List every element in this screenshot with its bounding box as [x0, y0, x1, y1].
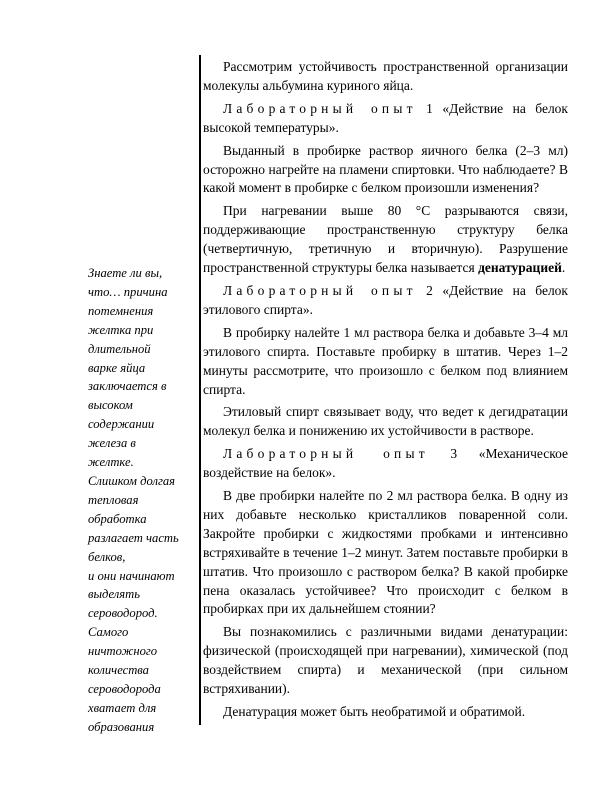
did-you-know-sidebar: [88, 264, 196, 737]
sidebar-line: железа в: [88, 436, 136, 451]
sidebar-line: сероводород.: [88, 606, 158, 621]
sidebar-line: варке яйца: [88, 360, 146, 375]
experiment-2-heading: [203, 282, 568, 320]
alcohol-explanation: Этиловый спирт связывает воду, что ведет к дегидратации молекул белка и понижению их устойчивости в растворе.: [203, 404, 568, 439]
reversibility-paragraph: Денатурация может быть необратимой и обратимой.: [223, 704, 526, 719]
denaturation-text: При нагревании выше 80 °С разрываются связи, поддерживающие пространственную структуру белка (четвертичную, третичную и вторичную). Разрушение пространственной структуры белка называется: [203, 203, 568, 276]
sidebar-line: количества: [88, 663, 149, 678]
experiment-3-heading: [203, 445, 568, 483]
sidebar-line: и они начинают: [88, 568, 175, 583]
sidebar-line: длительной: [88, 341, 151, 356]
sidebar-line: обработка: [88, 511, 147, 526]
sidebar-line: сероводорода: [88, 681, 161, 696]
experiment-title: 2 «Действие на белок этилового спирта».: [203, 282, 568, 317]
sidebar-line: Знаете ли вы,: [88, 266, 163, 280]
sidebar-line: желтка при: [88, 322, 154, 337]
denaturation-types-paragraph: Вы познакомились с различными видами денатурации: физической (происходящей при нагревании), химической (под воздействием спирта) и механической (при сильном встряхивании).: [203, 624, 568, 697]
experiment-label: Лабораторный опыт: [223, 446, 429, 462]
sidebar-line: ничтожного: [88, 644, 158, 659]
experiment-2-instructions: В пробирку налейте 1 мл раствора белка и добавьте 3–4 мл этилового спирта. Поставьте пробирку в штатив. Через 1–2 минуты рассмотрите, что произошло с белком под влиянием спирта.: [203, 324, 568, 397]
sidebar-line: тепловая: [88, 492, 139, 507]
experiment-title: 1 «Действие на белок высокой температуры».: [203, 100, 568, 135]
sidebar-line: разлагает часть: [88, 530, 179, 545]
sidebar-line: заключается в: [88, 379, 167, 394]
experiment-label: Лабораторный опыт: [223, 282, 417, 298]
sidebar-line: белков,: [88, 549, 126, 564]
experiment-title: 3 «Механическое воздействие на белок».: [203, 446, 569, 481]
experiment-1-instructions: Выданный в пробирке раствор яичного белка (2–3 мл) осторожно нагрейте на пламени спиртовки. Что наблюдаете? В какой момент в пробирке с белком произошли изменения?: [203, 142, 568, 196]
sidebar-line: потемнения: [88, 303, 154, 318]
experiment-label: Лабораторный опыт: [223, 100, 417, 116]
sidebar-line: Слишком долгая: [88, 473, 176, 488]
intro-paragraph: Рассмотрим устойчивость пространственной организации молекулы альбумина куриного яйца.: [203, 59, 568, 93]
denaturation-end: .: [561, 260, 566, 276]
sidebar-line: высоком: [88, 398, 133, 413]
sidebar-line: хватает для: [88, 700, 157, 715]
denaturation-term: денатурацией: [478, 260, 562, 276]
sidebar-line: желтке.: [88, 455, 134, 470]
experiment-3-instructions: В две пробирки налейте по 2 мл раствора белка. В одну из них добавьте несколько кристалликов поваренной соли. Закройте пробирки с жидкостями пробками и интенсивно встряхивайте в течение 1–2 минут. Затем поставьте пробирки в штатив. Что произошло с раствором белка? В какой пробирке пена оказалась устойчивее? Что происходит с белком в пробирках при их дальнейшем стоянии?: [203, 488, 568, 617]
sidebar-line: выделять: [88, 587, 140, 602]
sidebar-line: Самого: [88, 625, 129, 640]
main-text: [203, 58, 568, 722]
denaturation-paragraph: [203, 202, 568, 278]
sidebar-line: что… причина: [88, 284, 168, 299]
sidebar-line: образования: [88, 719, 155, 734]
sidebar-line: содержании: [88, 417, 155, 432]
experiment-1-heading: [203, 100, 568, 138]
vertical-divider: [199, 55, 201, 725]
